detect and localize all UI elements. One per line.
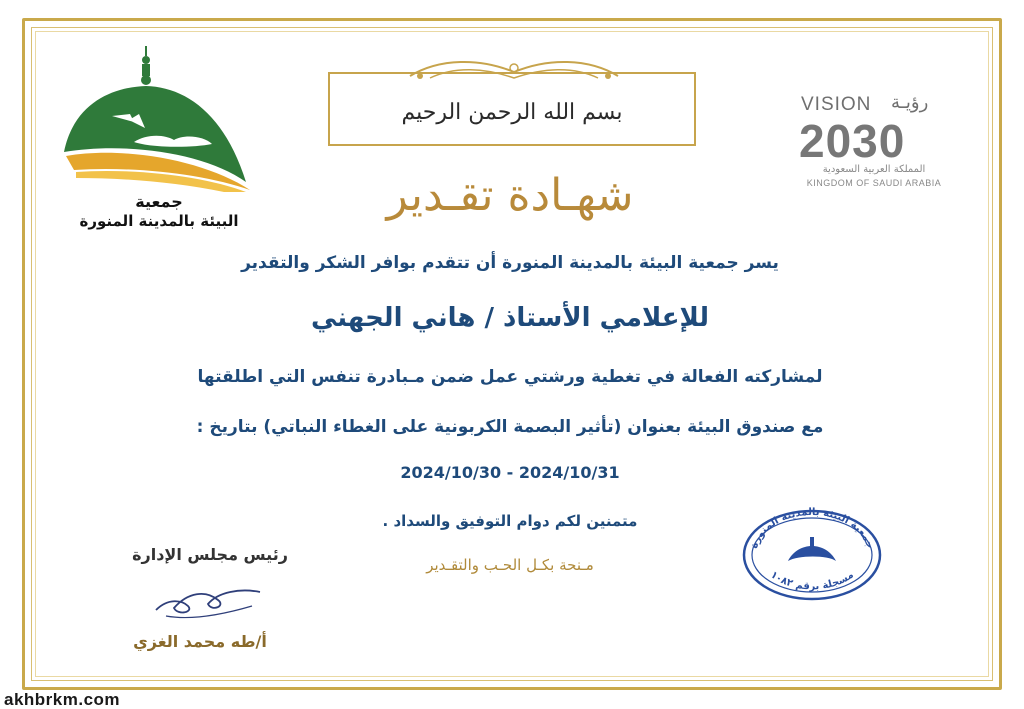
svg-text:جمعية البيئة بالمدينة المنورة: جمعية البيئة بالمدينة المنورة [748,506,876,550]
wishes-line: متمنين لكم دوام التوفيق والسداد . [382,512,638,530]
basmala-text: بسم الله الرحمن الرحيم [401,100,623,125]
vision-year: 2030 [799,115,906,167]
vision-2030-logo [795,92,960,202]
body-line-3: لمشاركته الفعالة في تغطية ورشتي عمل ضمن مـبادرة تنفس التي اطلقتها [197,367,823,387]
closing-line: مـنحة بكـل الحـب والتقـدير [426,556,594,574]
logo-left-line2: البيئة بالمدينة المنورة [79,212,239,230]
event-dates: 2024/10/30 - 2024/10/31 [400,463,620,482]
signatory-name: أ/طه محمد الغزي [133,632,267,651]
svg-text:مسجلة برقم ١٠٨٢: مسجلة برقم ١٠٨٢ [768,569,856,593]
vision-label: VISION [801,94,872,115]
kingdom-en: KINGDOM OF SAUDI ARABIA [806,178,942,188]
signature-title: رئيس مجلس الإدارة [132,545,288,564]
vision-label-ar: رؤيـة [891,92,929,113]
body-line-4: مع صندوق البيئة بعنوان (تأثير البصمة الكربونية على الغطاء النباتي) بتاريخ : [196,417,824,437]
kingdom-ar: المملكة العربية السعودية [822,164,926,175]
certificate-title: شهـادة تقـدير [386,170,634,221]
site-watermark: akhbrkm.com [4,690,121,709]
logo-left-line1: جمعية [135,192,183,211]
body-line-1: يسر جمعية البيئة بالمدينة المنورة أن تتقدم بوافر الشكر والتقدير [241,253,779,273]
association-stamp-icon [738,503,886,603]
basmala-box [328,72,696,146]
dome-logo-icon [54,42,264,192]
recipient-name: للإعلامي الأستاذ / هاني الجهني [310,303,710,333]
environment-association-logo [54,42,264,242]
handwritten-signature-icon [148,578,268,622]
